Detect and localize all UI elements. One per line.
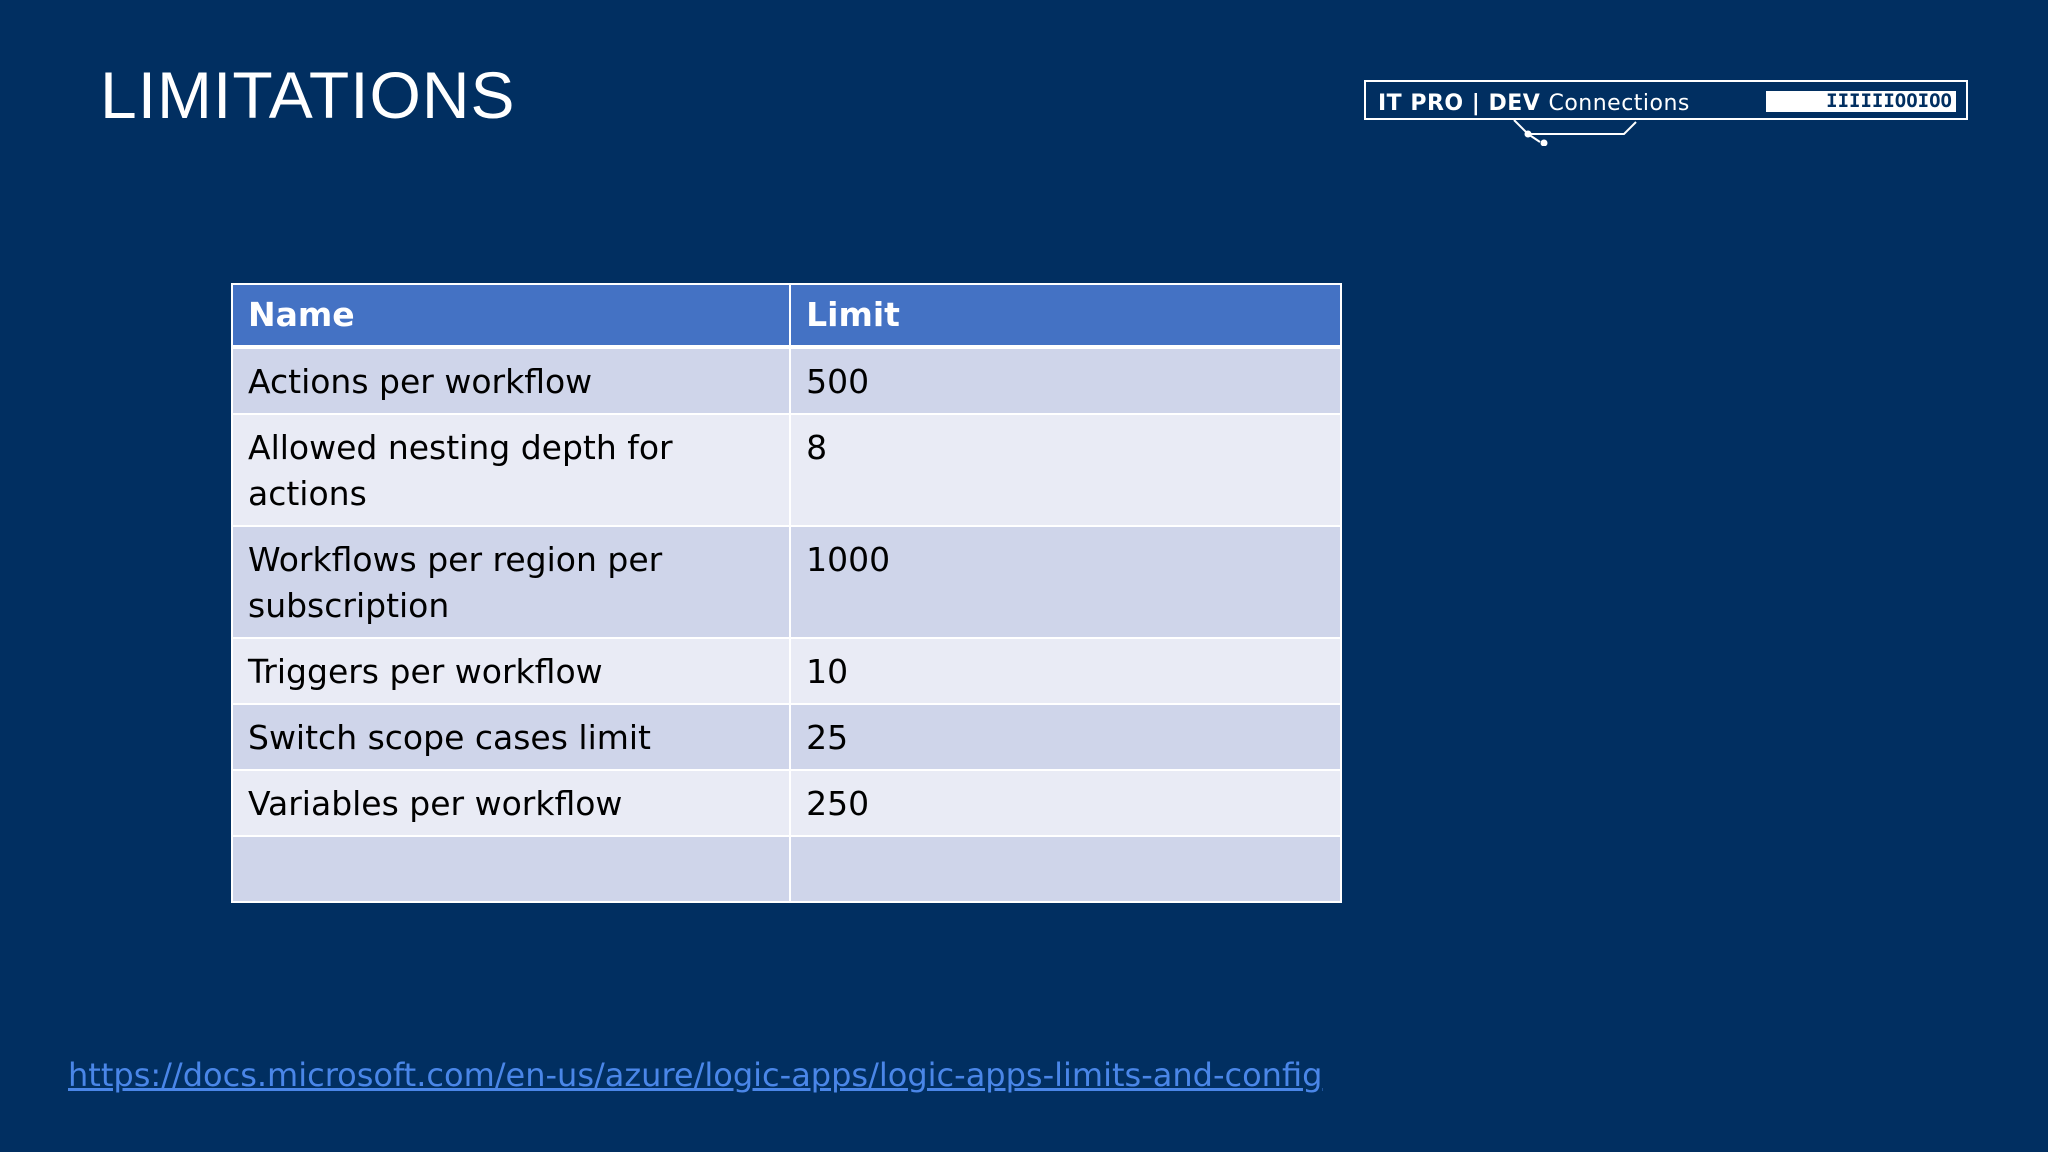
table-row — [232, 526, 1341, 638]
table-row — [232, 414, 1341, 526]
cell-limit: 25 — [790, 704, 1341, 770]
header-name: Name — [232, 284, 790, 347]
table-header-row — [232, 284, 1341, 347]
table-row — [232, 347, 1341, 414]
limits-table — [231, 283, 1342, 903]
cell-limit: 8 — [790, 414, 1341, 526]
logo-binary-code: IIIIIIOOIOO — [1766, 91, 1956, 112]
cell-name: Switch scope cases limit — [232, 704, 790, 770]
documentation-link[interactable]: https://docs.microsoft.com/en-us/azure/logic-apps/logic-apps-limits-and-config — [68, 1056, 1323, 1094]
cell-name: Workflows per region per subscription — [232, 526, 790, 638]
cell-name: Allowed nesting depth for actions — [232, 414, 790, 526]
logo-text — [1378, 91, 1690, 116]
cell-limit — [790, 836, 1341, 902]
cell-name: Actions per workflow — [232, 347, 790, 414]
cell-name: Triggers per workflow — [232, 638, 790, 704]
table-row — [232, 704, 1341, 770]
table-row — [232, 638, 1341, 704]
logo-light-text: Connections — [1548, 91, 1690, 116]
conference-logo — [1364, 78, 1974, 146]
table-row-empty — [232, 836, 1341, 902]
cell-limit: 500 — [790, 347, 1341, 414]
cell-name: Variables per workflow — [232, 770, 790, 836]
cell-limit: 10 — [790, 638, 1341, 704]
cell-limit: 1000 — [790, 526, 1341, 638]
cell-name — [232, 836, 790, 902]
logo-circuit-icon — [1504, 118, 1704, 146]
logo-frame — [1364, 80, 1968, 120]
table-row — [232, 770, 1341, 836]
logo-bold-text: IT PRO | DEV — [1378, 91, 1549, 116]
header-limit: Limit — [790, 284, 1341, 347]
cell-limit: 250 — [790, 770, 1341, 836]
slide-title: LIMITATIONS — [100, 58, 516, 132]
